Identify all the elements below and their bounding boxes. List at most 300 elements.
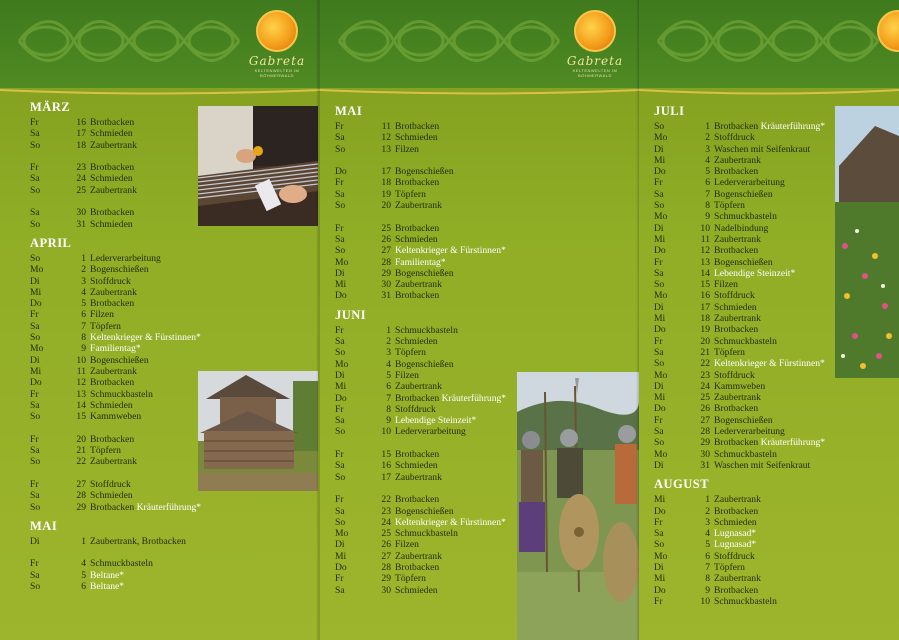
activity bbox=[395, 472, 535, 483]
special-event: Keltenkrieger & Fürstinnen* bbox=[395, 245, 506, 257]
wooden-hut-photo bbox=[198, 371, 318, 491]
day-number: 16 bbox=[76, 117, 86, 128]
schedule-row bbox=[654, 539, 854, 550]
day-number: 3 bbox=[386, 347, 391, 359]
activity bbox=[395, 257, 535, 268]
weekday: Di bbox=[335, 267, 345, 279]
activity-text: Schmieden bbox=[90, 218, 133, 230]
day-number: 21 bbox=[76, 445, 86, 457]
activity bbox=[90, 558, 230, 569]
activity-text: Stoffdruck bbox=[714, 369, 755, 381]
weekday: Di bbox=[654, 459, 664, 471]
celtic-knot-pattern bbox=[334, 10, 564, 77]
weekday: Sa bbox=[30, 207, 40, 219]
activity bbox=[395, 144, 535, 155]
activity bbox=[395, 200, 535, 211]
schedule-row bbox=[654, 234, 854, 245]
activity bbox=[395, 404, 535, 415]
schedule-row bbox=[654, 415, 854, 426]
schedule-row bbox=[30, 536, 230, 547]
weekday: Sa bbox=[335, 505, 345, 517]
activity bbox=[714, 585, 854, 596]
weekday: So bbox=[654, 539, 665, 551]
activity bbox=[714, 166, 854, 177]
weekday: Mo bbox=[654, 369, 668, 381]
logo-tagline: KELTENWELTEN IM BÖHMERWALD bbox=[572, 68, 618, 78]
activity bbox=[90, 570, 230, 581]
activity bbox=[714, 155, 854, 166]
activity-text: Filzen bbox=[395, 369, 419, 381]
day-number: 25 bbox=[700, 392, 710, 404]
activity bbox=[395, 370, 535, 381]
day-number: 3 bbox=[705, 143, 710, 155]
day-number: 19 bbox=[700, 324, 710, 336]
logo-name: Gabreta bbox=[248, 54, 306, 68]
weekday: So bbox=[654, 358, 665, 370]
schedule-row bbox=[654, 121, 854, 132]
schedule-row bbox=[654, 155, 854, 166]
day-number: 17 bbox=[700, 301, 710, 313]
day-number: 2 bbox=[386, 336, 391, 348]
schedule-row bbox=[335, 517, 535, 528]
activity bbox=[714, 449, 854, 460]
weekday: Mo bbox=[335, 528, 349, 540]
day-number: 26 bbox=[381, 233, 391, 245]
special-event: Keltenkrieger & Fürstinnen* bbox=[90, 332, 201, 344]
activity-text: Zaubertrank, Brotbacken bbox=[90, 535, 186, 547]
weekday: Sa bbox=[654, 426, 664, 438]
weekday: Do bbox=[654, 245, 666, 257]
activity-text: Schmuckbasteln bbox=[395, 528, 458, 540]
weekday: Fr bbox=[335, 222, 344, 234]
activity-text: Lederverarbeitung bbox=[395, 426, 466, 438]
day-number: 3 bbox=[705, 516, 710, 528]
day-number: 28 bbox=[381, 256, 391, 268]
special-event: Familientag* bbox=[395, 256, 446, 268]
schedule-row bbox=[335, 585, 535, 596]
weekday: Sa bbox=[335, 584, 345, 596]
day-number: 31 bbox=[700, 459, 710, 471]
activity bbox=[714, 494, 854, 505]
schedule-row bbox=[335, 359, 535, 370]
day-number: 17 bbox=[381, 471, 391, 483]
weekday: Sa bbox=[335, 233, 345, 245]
activity bbox=[395, 347, 535, 358]
schedule-row bbox=[30, 287, 230, 298]
activity-text: Filzen bbox=[714, 279, 738, 291]
weekday: Mi bbox=[654, 494, 666, 506]
day-number: 27 bbox=[700, 414, 710, 426]
schedule-row bbox=[335, 121, 535, 132]
activity-text: Filzen bbox=[90, 309, 114, 321]
activity bbox=[395, 426, 535, 437]
accent-line bbox=[320, 84, 639, 94]
schedule-row bbox=[30, 558, 230, 569]
weekday: Fr bbox=[335, 573, 344, 585]
schedule-row bbox=[335, 279, 535, 290]
day-number: 6 bbox=[81, 309, 86, 321]
weekday: Do bbox=[335, 166, 347, 178]
activity-text: Stoffdruck bbox=[90, 275, 131, 287]
activity-text: Zaubertrank bbox=[395, 200, 442, 212]
month-heading: APRIL bbox=[30, 235, 72, 250]
schedule-row bbox=[335, 449, 535, 460]
gabreta-logo-partial bbox=[877, 10, 899, 52]
activity-text: Stoffdruck bbox=[714, 550, 755, 562]
activity bbox=[90, 332, 230, 343]
weekday: So bbox=[335, 200, 346, 212]
activity bbox=[395, 573, 535, 584]
month-heading: MÄRZ bbox=[30, 100, 71, 114]
weekday: Sa bbox=[335, 188, 345, 200]
activity-text: Zaubertrank bbox=[714, 573, 761, 585]
day-number: 30 bbox=[381, 279, 391, 291]
activity-text: Zaubertrank bbox=[395, 279, 442, 291]
day-number: 28 bbox=[381, 561, 391, 573]
day-number: 12 bbox=[76, 377, 86, 389]
sun-emblem-icon bbox=[574, 10, 616, 52]
schedule-row bbox=[654, 437, 854, 448]
activity bbox=[395, 393, 535, 404]
schedule-row bbox=[335, 200, 535, 211]
weekday: Mo bbox=[654, 290, 668, 302]
weekday: Fr bbox=[335, 121, 344, 132]
schedule-row bbox=[335, 268, 535, 279]
activity-text: Brotbacken bbox=[90, 207, 135, 219]
day-number: 27 bbox=[76, 478, 86, 490]
day-number: 1 bbox=[705, 494, 710, 506]
activity bbox=[714, 370, 854, 381]
weekday: Do bbox=[335, 290, 347, 302]
weekday: Mi bbox=[335, 381, 347, 393]
schedule-row bbox=[654, 381, 854, 392]
activity-text: Brotbacken bbox=[395, 392, 442, 404]
activity bbox=[714, 144, 854, 155]
schedule-row bbox=[335, 290, 535, 301]
schedule-row bbox=[335, 506, 535, 517]
schedule-row bbox=[654, 426, 854, 437]
special-event: Beltane* bbox=[90, 569, 125, 581]
activity-text: Zaubertrank bbox=[714, 313, 761, 325]
weekday: Do bbox=[654, 505, 666, 517]
weekday: So bbox=[654, 121, 665, 132]
weekday: Do bbox=[654, 403, 666, 415]
activity bbox=[395, 290, 535, 301]
activity-text: Brotbacken bbox=[90, 433, 135, 445]
activity-text: Brotbacken bbox=[714, 166, 759, 178]
weekday: So bbox=[30, 456, 41, 468]
day-number: 29 bbox=[76, 501, 86, 513]
schedule-row bbox=[654, 166, 854, 177]
schedule-row bbox=[654, 313, 854, 324]
special-event: Kräuterführung* bbox=[136, 501, 202, 513]
activity-text: Brotbacken bbox=[395, 561, 440, 573]
activity bbox=[395, 336, 535, 347]
activity-text: Zaubertrank bbox=[714, 392, 761, 404]
weekday: Sa bbox=[30, 445, 40, 457]
activity-text: Töpfern bbox=[714, 200, 745, 212]
activity bbox=[714, 324, 854, 335]
schedule-row bbox=[654, 551, 854, 562]
activity bbox=[395, 268, 535, 279]
month-heading: AUGUST bbox=[654, 477, 710, 492]
day-number: 8 bbox=[705, 573, 710, 585]
activity-text: Brotbacken bbox=[714, 505, 759, 517]
activity-text: Zaubertrank bbox=[714, 233, 761, 245]
activity-text: Brotbacken bbox=[714, 437, 761, 449]
day-number: 3 bbox=[81, 275, 86, 287]
day-number: 20 bbox=[381, 200, 391, 212]
weekday: Sa bbox=[30, 128, 40, 140]
day-number: 18 bbox=[700, 313, 710, 325]
activity-text: Schmuckbasteln bbox=[395, 324, 458, 336]
activity bbox=[714, 415, 854, 426]
day-number: 4 bbox=[705, 528, 710, 540]
day-number: 25 bbox=[381, 222, 391, 234]
activity bbox=[714, 132, 854, 143]
activity bbox=[714, 358, 854, 369]
day-number: 9 bbox=[386, 415, 391, 427]
weekday: Sa bbox=[335, 460, 345, 472]
activity-text: Zaubertrank bbox=[90, 456, 137, 468]
activity bbox=[714, 177, 854, 188]
day-number: 30 bbox=[76, 207, 86, 219]
weekday: Di bbox=[654, 561, 664, 573]
activity-text: Brotbacken bbox=[90, 501, 137, 513]
activity bbox=[90, 536, 230, 547]
weekday: Fr bbox=[30, 388, 39, 400]
schedule-row bbox=[654, 279, 854, 290]
activity bbox=[714, 460, 854, 471]
activity-text: Töpfern bbox=[395, 573, 426, 585]
activity bbox=[395, 494, 535, 505]
weekday: Di bbox=[335, 369, 345, 381]
activity bbox=[714, 426, 854, 437]
day-number: 30 bbox=[381, 584, 391, 596]
schedule-row bbox=[30, 309, 230, 320]
schedule-row bbox=[654, 144, 854, 155]
schedule-row bbox=[654, 268, 854, 279]
weekday: Sa bbox=[335, 415, 345, 427]
schedule-row bbox=[30, 276, 230, 287]
day-number: 16 bbox=[700, 290, 710, 302]
schedule-row bbox=[30, 570, 230, 581]
day-number: 13 bbox=[700, 256, 710, 268]
activity bbox=[714, 573, 854, 584]
spacer bbox=[335, 438, 535, 449]
weekday: Di bbox=[335, 539, 345, 551]
activity bbox=[395, 279, 535, 290]
activity-text: Schmieden bbox=[395, 233, 438, 245]
weekday: Fr bbox=[654, 595, 663, 607]
day-number: 11 bbox=[381, 121, 391, 132]
activity-text: Schmieden bbox=[395, 132, 438, 144]
weekday: Do bbox=[30, 377, 42, 389]
weekday: Do bbox=[654, 324, 666, 336]
activity-text: Brotbacken bbox=[714, 324, 759, 336]
weekday: Di bbox=[654, 380, 664, 392]
thatched-house-garden-photo bbox=[835, 106, 899, 378]
weekday: So bbox=[30, 184, 41, 196]
weekday: So bbox=[335, 245, 346, 257]
schedule-row bbox=[30, 581, 230, 592]
schedule-row bbox=[30, 490, 230, 501]
activity bbox=[714, 211, 854, 222]
activity-text: Schmuckbasteln bbox=[714, 335, 777, 347]
activity bbox=[395, 121, 535, 132]
activity-text: Nadelbindung bbox=[714, 222, 769, 234]
day-number: 14 bbox=[76, 399, 86, 411]
weekday: So bbox=[30, 580, 41, 592]
activity bbox=[714, 234, 854, 245]
activity bbox=[714, 200, 854, 211]
activity-text: Schmuckbasteln bbox=[90, 388, 153, 400]
weekday: So bbox=[30, 411, 41, 423]
day-number: 8 bbox=[81, 332, 86, 344]
activity bbox=[395, 517, 535, 528]
sun-emblem-icon bbox=[256, 10, 298, 52]
weekday: Mo bbox=[30, 343, 44, 355]
day-number: 15 bbox=[76, 411, 86, 423]
schedule-row bbox=[335, 426, 535, 437]
weekday: Sa bbox=[30, 569, 40, 581]
day-number: 12 bbox=[381, 132, 391, 144]
schedule-row bbox=[654, 302, 854, 313]
activity-text: Filzen bbox=[395, 539, 419, 551]
activity-text: Brotbacken bbox=[714, 121, 761, 132]
schedule-row bbox=[335, 393, 535, 404]
activity-text: Lederverarbeitung bbox=[714, 426, 785, 438]
schedule-row bbox=[335, 245, 535, 256]
schedule-row bbox=[654, 200, 854, 211]
day-number: 28 bbox=[76, 490, 86, 502]
day-number: 6 bbox=[386, 381, 391, 393]
weekday: So bbox=[30, 218, 41, 230]
day-number: 31 bbox=[381, 290, 391, 302]
schedule-row bbox=[654, 290, 854, 301]
activity-text: Schmieden bbox=[90, 173, 133, 185]
weekday: Sa bbox=[654, 188, 664, 200]
day-number: 22 bbox=[381, 494, 391, 506]
day-number: 13 bbox=[381, 143, 391, 155]
weekday: Mi bbox=[654, 573, 666, 585]
activity bbox=[90, 298, 230, 309]
weekday: Mo bbox=[654, 211, 668, 223]
special-event: Kräuterführung* bbox=[760, 437, 826, 449]
special-event: Beltane* bbox=[90, 580, 125, 592]
day-number: 10 bbox=[76, 354, 86, 366]
day-number: 2 bbox=[705, 505, 710, 517]
activity bbox=[395, 325, 535, 336]
day-number: 24 bbox=[76, 173, 86, 185]
activity bbox=[90, 264, 230, 275]
day-number: 26 bbox=[381, 539, 391, 551]
day-number: 1 bbox=[81, 252, 86, 264]
schedule-row bbox=[335, 234, 535, 245]
spacer bbox=[335, 483, 535, 494]
activity-text: Brotbacken bbox=[714, 584, 759, 596]
activity bbox=[395, 506, 535, 517]
special-event: Lugnasad* bbox=[714, 528, 757, 540]
schedule-row bbox=[654, 132, 854, 143]
day-number: 6 bbox=[81, 580, 86, 592]
schedule-row bbox=[654, 257, 854, 268]
weekday: So bbox=[654, 200, 665, 212]
activity-text: Brotbacken bbox=[395, 222, 440, 234]
day-number: 29 bbox=[381, 267, 391, 279]
weekday: Mi bbox=[654, 154, 666, 166]
day-number: 6 bbox=[705, 550, 710, 562]
schedule-row bbox=[30, 264, 230, 275]
day-number: 25 bbox=[381, 528, 391, 540]
activity bbox=[714, 506, 854, 517]
schedule-row bbox=[335, 472, 535, 483]
activity bbox=[395, 177, 535, 188]
activity bbox=[395, 562, 535, 573]
activity bbox=[714, 268, 854, 279]
activity bbox=[714, 245, 854, 256]
activity-text: Stoffdruck bbox=[714, 132, 755, 144]
schedule-row bbox=[335, 528, 535, 539]
day-number: 30 bbox=[700, 448, 710, 460]
day-number: 29 bbox=[381, 573, 391, 585]
special-event: Lebendige Steinzeit* bbox=[714, 267, 796, 279]
schedule-row bbox=[654, 324, 854, 335]
day-number: 17 bbox=[76, 128, 86, 140]
activity-text: Schmuckbasteln bbox=[714, 448, 777, 460]
day-number: 16 bbox=[381, 460, 391, 472]
activity bbox=[395, 245, 535, 256]
day-number: 24 bbox=[381, 516, 391, 528]
weekday: So bbox=[335, 516, 346, 528]
activity-text: Kammweben bbox=[90, 411, 142, 423]
weekday: So bbox=[335, 426, 346, 438]
activity bbox=[395, 234, 535, 245]
weekday: Fr bbox=[30, 117, 39, 128]
activity bbox=[714, 223, 854, 234]
schedule-row bbox=[335, 132, 535, 143]
weekday: Fr bbox=[654, 177, 663, 189]
accent-line bbox=[0, 84, 320, 94]
day-number: 9 bbox=[705, 584, 710, 596]
activity bbox=[714, 562, 854, 573]
activity-text: Zaubertrank bbox=[714, 494, 761, 506]
schedule-row bbox=[654, 585, 854, 596]
spacer bbox=[335, 211, 535, 222]
activity-text: Stoffdruck bbox=[714, 290, 755, 302]
activity bbox=[714, 539, 854, 550]
weekday: Fr bbox=[654, 335, 663, 347]
activity-text: Töpfern bbox=[714, 346, 745, 358]
weekday: Fr bbox=[30, 433, 39, 445]
schedule-row bbox=[335, 144, 535, 155]
special-event: Lugnasad* bbox=[714, 539, 757, 551]
celtic-knot-pattern bbox=[14, 10, 244, 77]
day-number: 25 bbox=[76, 184, 86, 196]
activity bbox=[395, 460, 535, 471]
day-number: 8 bbox=[386, 403, 391, 415]
activity-text: Schmuckbasteln bbox=[90, 558, 153, 570]
activity-text: Stoffdruck bbox=[90, 478, 131, 490]
activity-text: Zaubertrank bbox=[395, 381, 442, 393]
schedule-row bbox=[654, 347, 854, 358]
day-number: 18 bbox=[381, 177, 391, 189]
activity bbox=[90, 321, 230, 332]
weekday: Mo bbox=[335, 256, 349, 268]
day-number: 7 bbox=[705, 188, 710, 200]
activity-text: Schmieden bbox=[714, 301, 757, 313]
activity-text: Brotbacken bbox=[395, 290, 440, 302]
